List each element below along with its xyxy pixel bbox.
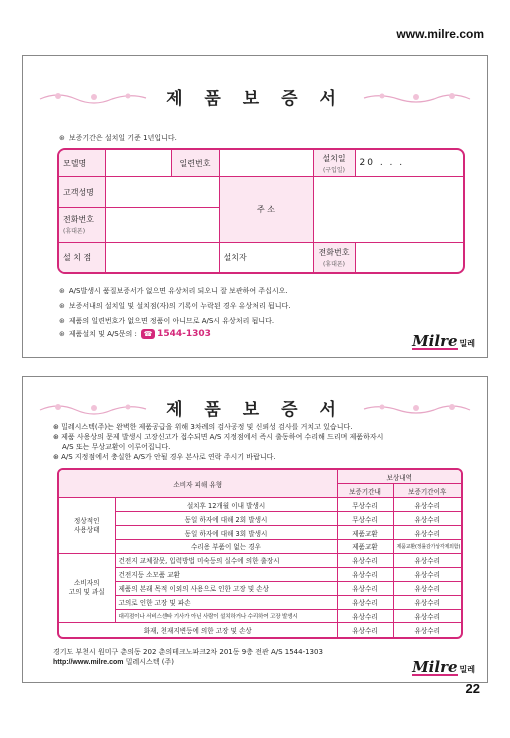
table-row [59,526,461,540]
note-text: A/S발생시 품질보증서가 없으면 유상처리 되오니 잘 보관하여 주십시오. [68,287,288,295]
row-after: 제품교환(정률감가상각제외함) [393,540,461,554]
row-within: 유상수리 [337,623,393,637]
flourish-left-icon [38,89,148,105]
card1-note-1 [59,286,288,296]
row-desc: 대리점이나 서비스센타 기사가 아닌 사람이 설치하거나 수리하여 고장 발생시 [115,609,337,623]
install-date-field[interactable] [355,150,463,177]
group-label-line: 정상적인 [74,516,100,525]
group-label-line: 고의 및 과실 [68,588,105,597]
row-after: 유상수리 [393,553,461,567]
store-label: 설 치 점 [59,242,105,272]
flourish-right-icon [362,400,472,416]
row-after: 유상수리 [393,581,461,595]
card1-title-row [23,84,487,109]
intro-text: A/S 또는 무상교환이 이루어집니다. [62,443,171,451]
address-field[interactable] [313,177,463,243]
customer-phone-label-text: 전화번호 [63,215,94,225]
compensation-table-grid [59,470,461,637]
warranty-form-table [59,150,463,272]
flourish-right-icon [362,89,472,105]
row-after: 유상수리 [393,567,461,581]
table-row [59,595,461,609]
milre-logo [412,660,475,676]
group-consumer-fault [59,553,115,623]
table-row [59,609,461,623]
header-damage-type: 소비자 피해 유형 [59,470,337,498]
serial-label: 일련번호 [171,150,219,177]
store-field[interactable] [105,242,219,272]
model-label: 모델명 [59,150,105,177]
address-label: 주 소 [219,177,313,243]
row-desc: 건전지등 소모품 교환 [115,567,337,581]
install-date-label [313,150,355,177]
logo-mark: Milre [412,332,458,350]
card1-contact-line [59,329,211,339]
row-desc: 동일 하자에 대해 3회 발생시 [115,526,337,540]
header-after-period: 보증기간이후 [393,484,461,498]
group-label-line: 소비자의 [74,579,100,588]
warranty-card-top [22,55,488,358]
note-text: 제품의 일련번호가 없으면 정품이 아니므로 A/S시 유상처리 됩니다. [68,317,275,325]
group-label-line: 사용상태 [74,525,100,534]
row-desc: 건전지 교체잘못, 입력방법 미숙등의 실수에 의한 출장시 [115,553,337,567]
installer-phone-field[interactable] [355,242,463,272]
card2-intro [53,422,467,462]
logo-korean: 밀레 [459,339,475,348]
warranty-card-bottom [22,376,488,683]
card1-title: 제 품 보 증 서 [166,89,344,109]
logo-mark: Milre [412,658,458,676]
card1-note-3 [59,316,274,326]
row-within: 유상수리 [337,567,393,581]
card2-title: 제 품 보 증 서 [166,400,344,420]
note-bullet-icon: ⊛ [59,134,65,142]
customer-name-label: 고객성명 [59,177,105,208]
row-desc: 고의로 인한 고장 및 파손 [115,595,337,609]
installer-phone-sub-label: (휴대폰) [322,260,346,268]
row-desc: 동일 하자에 대해 2회 발생시 [115,512,337,526]
row-within: 유상수리 [337,553,393,567]
install-date-value: 20 . . . [359,158,405,169]
company-name: 밀레시스텍 (주) [125,658,175,666]
model-field[interactable] [105,150,171,177]
group-normal-use [59,498,115,554]
company-address: 경기도 부천시 원미구 춘의동 202 춘의테크노파크2차 201동 9층 전관 A/S 1544-1303 [53,648,323,656]
flourish-left-icon [38,400,148,416]
row-desc: 화재, 천재지변등에 의한 고장 및 손상 [59,623,337,637]
intro-line-3 [53,442,467,452]
contact-label: 제품설치 및 A/S문의 : [68,330,137,338]
installer-label: 설치자 [223,252,247,262]
card1-note-2 [59,301,290,311]
intro-text: 밀레시스텍(주)는 완벽한 제품공급을 위해 3차례의 검사공정 및 신뢰성 검사를 거치고 있습니다. [61,423,353,431]
customer-name-field[interactable] [105,177,219,208]
logo-korean: 밀레 [459,665,475,674]
table-row [59,512,461,526]
note-bullet-icon: ⊛ [53,453,62,461]
serial-field[interactable] [219,150,313,177]
row-desc: 제품의 본래 목적 이외의 사용으로 인한 고장 및 손상 [115,581,337,595]
customer-phone-sub-label: (휴대폰) [63,228,86,236]
intro-line-1 [53,422,467,432]
installer-phone-label-text: 전화번호 [318,247,350,257]
row-after: 유상수리 [393,498,461,512]
warranty-period-text: 보증기간은 설치일 기준 1년입니다. [68,134,177,142]
contact-phone[interactable]: 1544-1303 [157,329,211,339]
table-row [59,498,461,512]
homepage-link[interactable]: http://www.milre.com [53,659,124,666]
row-within: 제품교환 [337,526,393,540]
company-homepage-line [53,657,323,668]
row-within: 유상수리 [337,609,393,623]
header-compensation: 보상내역 [337,470,461,484]
intro-text: A/S 지정점에서 충실한 A/S가 안될 경우 본사로 연락 주시기 바랍니다. [61,453,276,461]
intro-text: 제품 사용상의 문제 발생시 고장신고가 접수되면 A/S 지정점에서 즉시 출동하여 수리해 드리며 제품하자시 [61,433,384,441]
compensation-table [57,468,463,639]
row-within: 유상수리 [337,595,393,609]
warranty-period-note [59,133,177,143]
intro-line-4 [53,452,467,462]
install-date-sub-label: (구입일) [322,166,346,174]
card2-footer [53,647,323,668]
row-within: 무상수리 [337,512,393,526]
installer-phone-label [313,242,355,272]
row-desc: 수리용 부품이 없는 경우 [115,540,337,554]
note-bullet-icon: ⊛ [59,317,65,325]
table-row [59,567,461,581]
note-bullet-icon: ⊛ [53,423,62,431]
header-within-period: 보증기간내 [337,484,393,498]
row-within: 무상수리 [337,498,393,512]
row-after: 유상수리 [393,595,461,609]
installer-label-cell [219,242,313,272]
note-text: 보증서내의 설치일 및 설치점(자)의 기록이 누락된 경우 유상처리 됩니다. [68,302,291,310]
row-after: 유상수리 [393,526,461,540]
install-date-label-text: 설치일 [322,153,346,163]
intro-line-2 [53,432,467,442]
phone-icon: ☎ [141,329,155,339]
row-after: 유상수리 [393,609,461,623]
customer-phone-field[interactable] [105,208,219,243]
note-bullet-icon: ⊛ [59,330,65,338]
page-number: 22 [465,681,480,696]
warranty-form [57,148,465,274]
card2-title-row [23,395,487,420]
table-row [59,581,461,595]
row-after: 유상수리 [393,512,461,526]
note-bullet-icon: ⊛ [59,287,65,295]
customer-phone-label [59,208,105,243]
row-after: 유상수리 [393,623,461,637]
row-within: 유상수리 [337,581,393,595]
table-row [59,623,461,637]
note-bullet-icon: ⊛ [53,433,62,441]
milre-logo [412,334,475,350]
site-url[interactable]: www.milre.com [396,27,484,41]
row-within: 제품교환 [337,540,393,554]
note-bullet-icon: ⊛ [59,302,65,310]
row-desc: 설치후 12개월 이내 발생시 [115,498,337,512]
table-row [59,553,461,567]
table-row [59,540,461,554]
